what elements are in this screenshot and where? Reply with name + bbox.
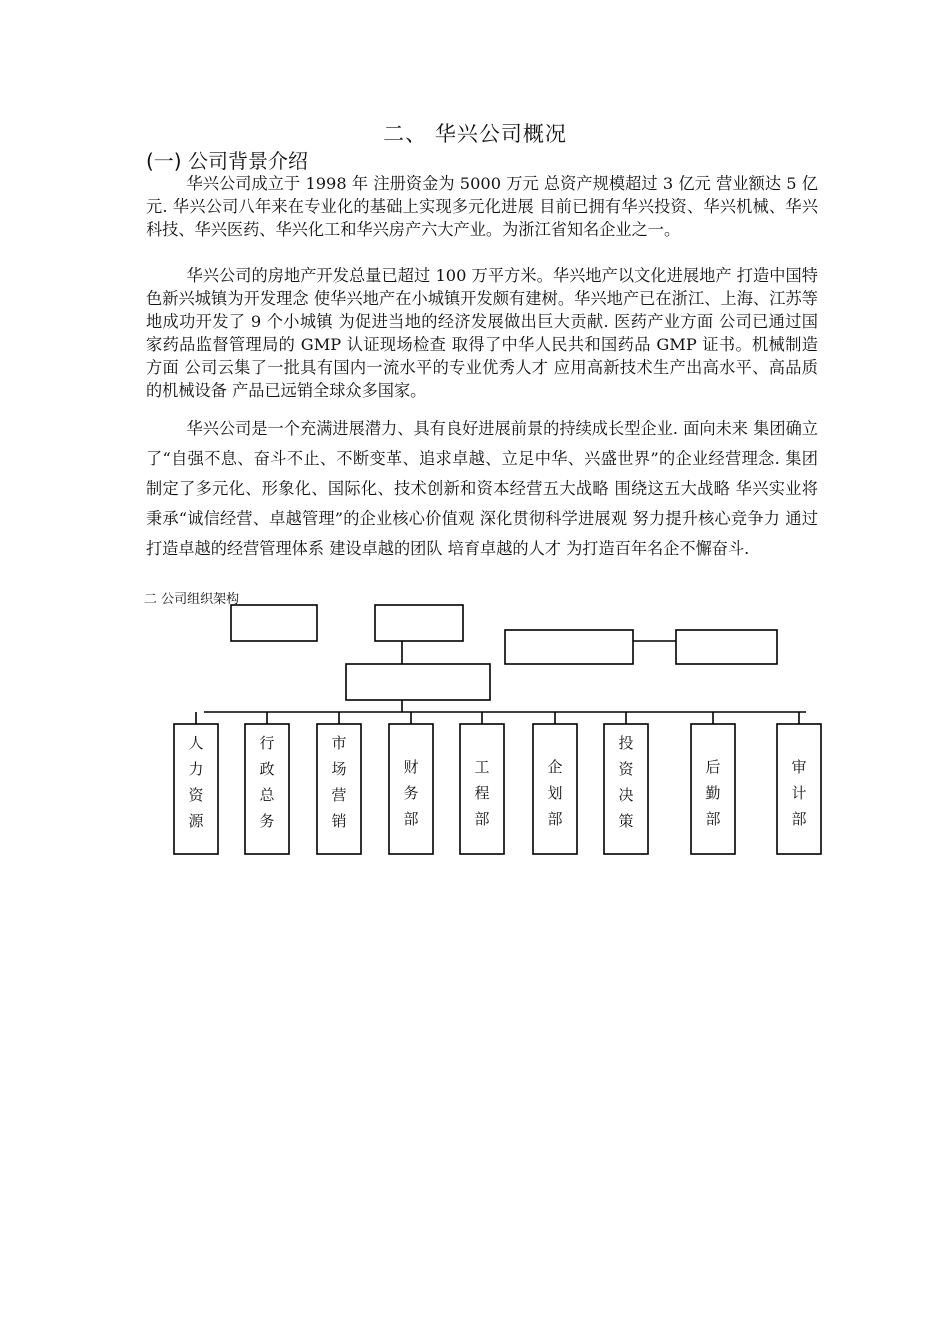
dept-label-char: 企 [547,758,563,776]
dept-label-char: 计 [791,784,807,802]
dept-label-char: 程 [474,784,490,802]
dept-label-char: 人 [188,734,204,752]
dept-label-char: 力 [188,760,204,778]
dept-label-char: 行 [259,734,275,752]
dept-label-char: 部 [403,810,419,828]
dept-label-char: 政 [259,760,275,778]
dept-label-char: 部 [474,810,490,828]
section-heading: (一) 公司背景介绍 [146,149,308,173]
dept-label-char: 部 [705,810,721,828]
dept-label-char: 资 [188,786,204,804]
dept-label-char: 划 [547,784,563,802]
dept-label-char: 后 [705,758,721,776]
dept-label-char: 策 [618,812,634,830]
org-box-top-3 [505,630,633,664]
dept-label-char: 工 [474,758,490,776]
org-box-top-4 [676,630,777,664]
dept-label-char: 务 [259,812,275,830]
dept-label-char: 审 [791,758,807,776]
paragraph-2: 华兴公司的房地产开发总量已超过 100 万平方米。华兴地产以文化进展地产 打造中国特色新兴城镇为开发理念 使华兴地产在小城镇开发颇有建树。华兴地产已在浙江、上海、江苏等地成功开发了 9 个小城镇 为促进当地的经济发展做出巨大贡献. 医药产业方面 公司已通过国家药品监督管理局的 GMP 认证现场检查 取得了中华人民共和国药品 GMP 证书。机械制造方面 公司云集了一批具有国内一流水平的专业优秀人才 应用高新技术生产出高水平、高品质的机械设备 产品已远销全球众多国家。 [146,266,818,400]
paragraph-3: 华兴公司是一个充满进展潜力、具有良好进展前景的持续成长型企业. 面向未来 集团确立了“自强不息、奋斗不止、不断变革、追求卓越、立足中华、兴盛世界”的企业经营理念. 集团制定了多元化、形象化、国际化、技术创新和资本经营五大战略 围绕这五大战略 华兴实业将秉承“诚信经营、卓越管理”的企业核心价值观 深化贯彻科学进展观 努力提升核心竞争力 通过打造卓越的经营管理体系 建设卓越的团队 培育卓越的人才 为打造百年名企不懈奋斗. [146,419,818,558]
dept-label-char: 营 [331,786,347,804]
dept-label-char: 勤 [705,784,721,802]
dept-label-char: 源 [188,812,204,830]
paragraph-1: 华兴公司成立于 1998 年 注册资金为 5000 万元 总资产规模超过 3 亿元 营业额达 5 亿元. 华兴公司八年来在专业化的基础上实现多元化进展 目前已拥有华兴投资、华兴机械、华兴科技、华兴医药、华兴化工和华兴房产六大产业。为浙江省知名企业之一。 [146,174,818,239]
dept-label-char: 市 [331,734,347,752]
dept-label-char: 务 [403,784,419,802]
dept-label-char: 部 [547,810,563,828]
org-box-top-2 [375,605,463,641]
dept-label-char: 资 [618,760,634,778]
org-box-middle [346,664,490,700]
dept-label-char: 总 [259,786,275,804]
org-chart-title: 二 公司组织架构 [144,592,240,607]
dept-label-char: 决 [618,786,634,804]
dept-label-char: 投 [618,734,634,752]
org-box-top-1 [231,605,317,641]
dept-label-char: 财 [403,758,419,776]
dept-label-char: 场 [331,760,347,778]
dept-label-char: 销 [331,812,347,830]
page-title: 二、 华兴公司概况 [383,122,567,146]
dept-label-char: 部 [791,810,807,828]
